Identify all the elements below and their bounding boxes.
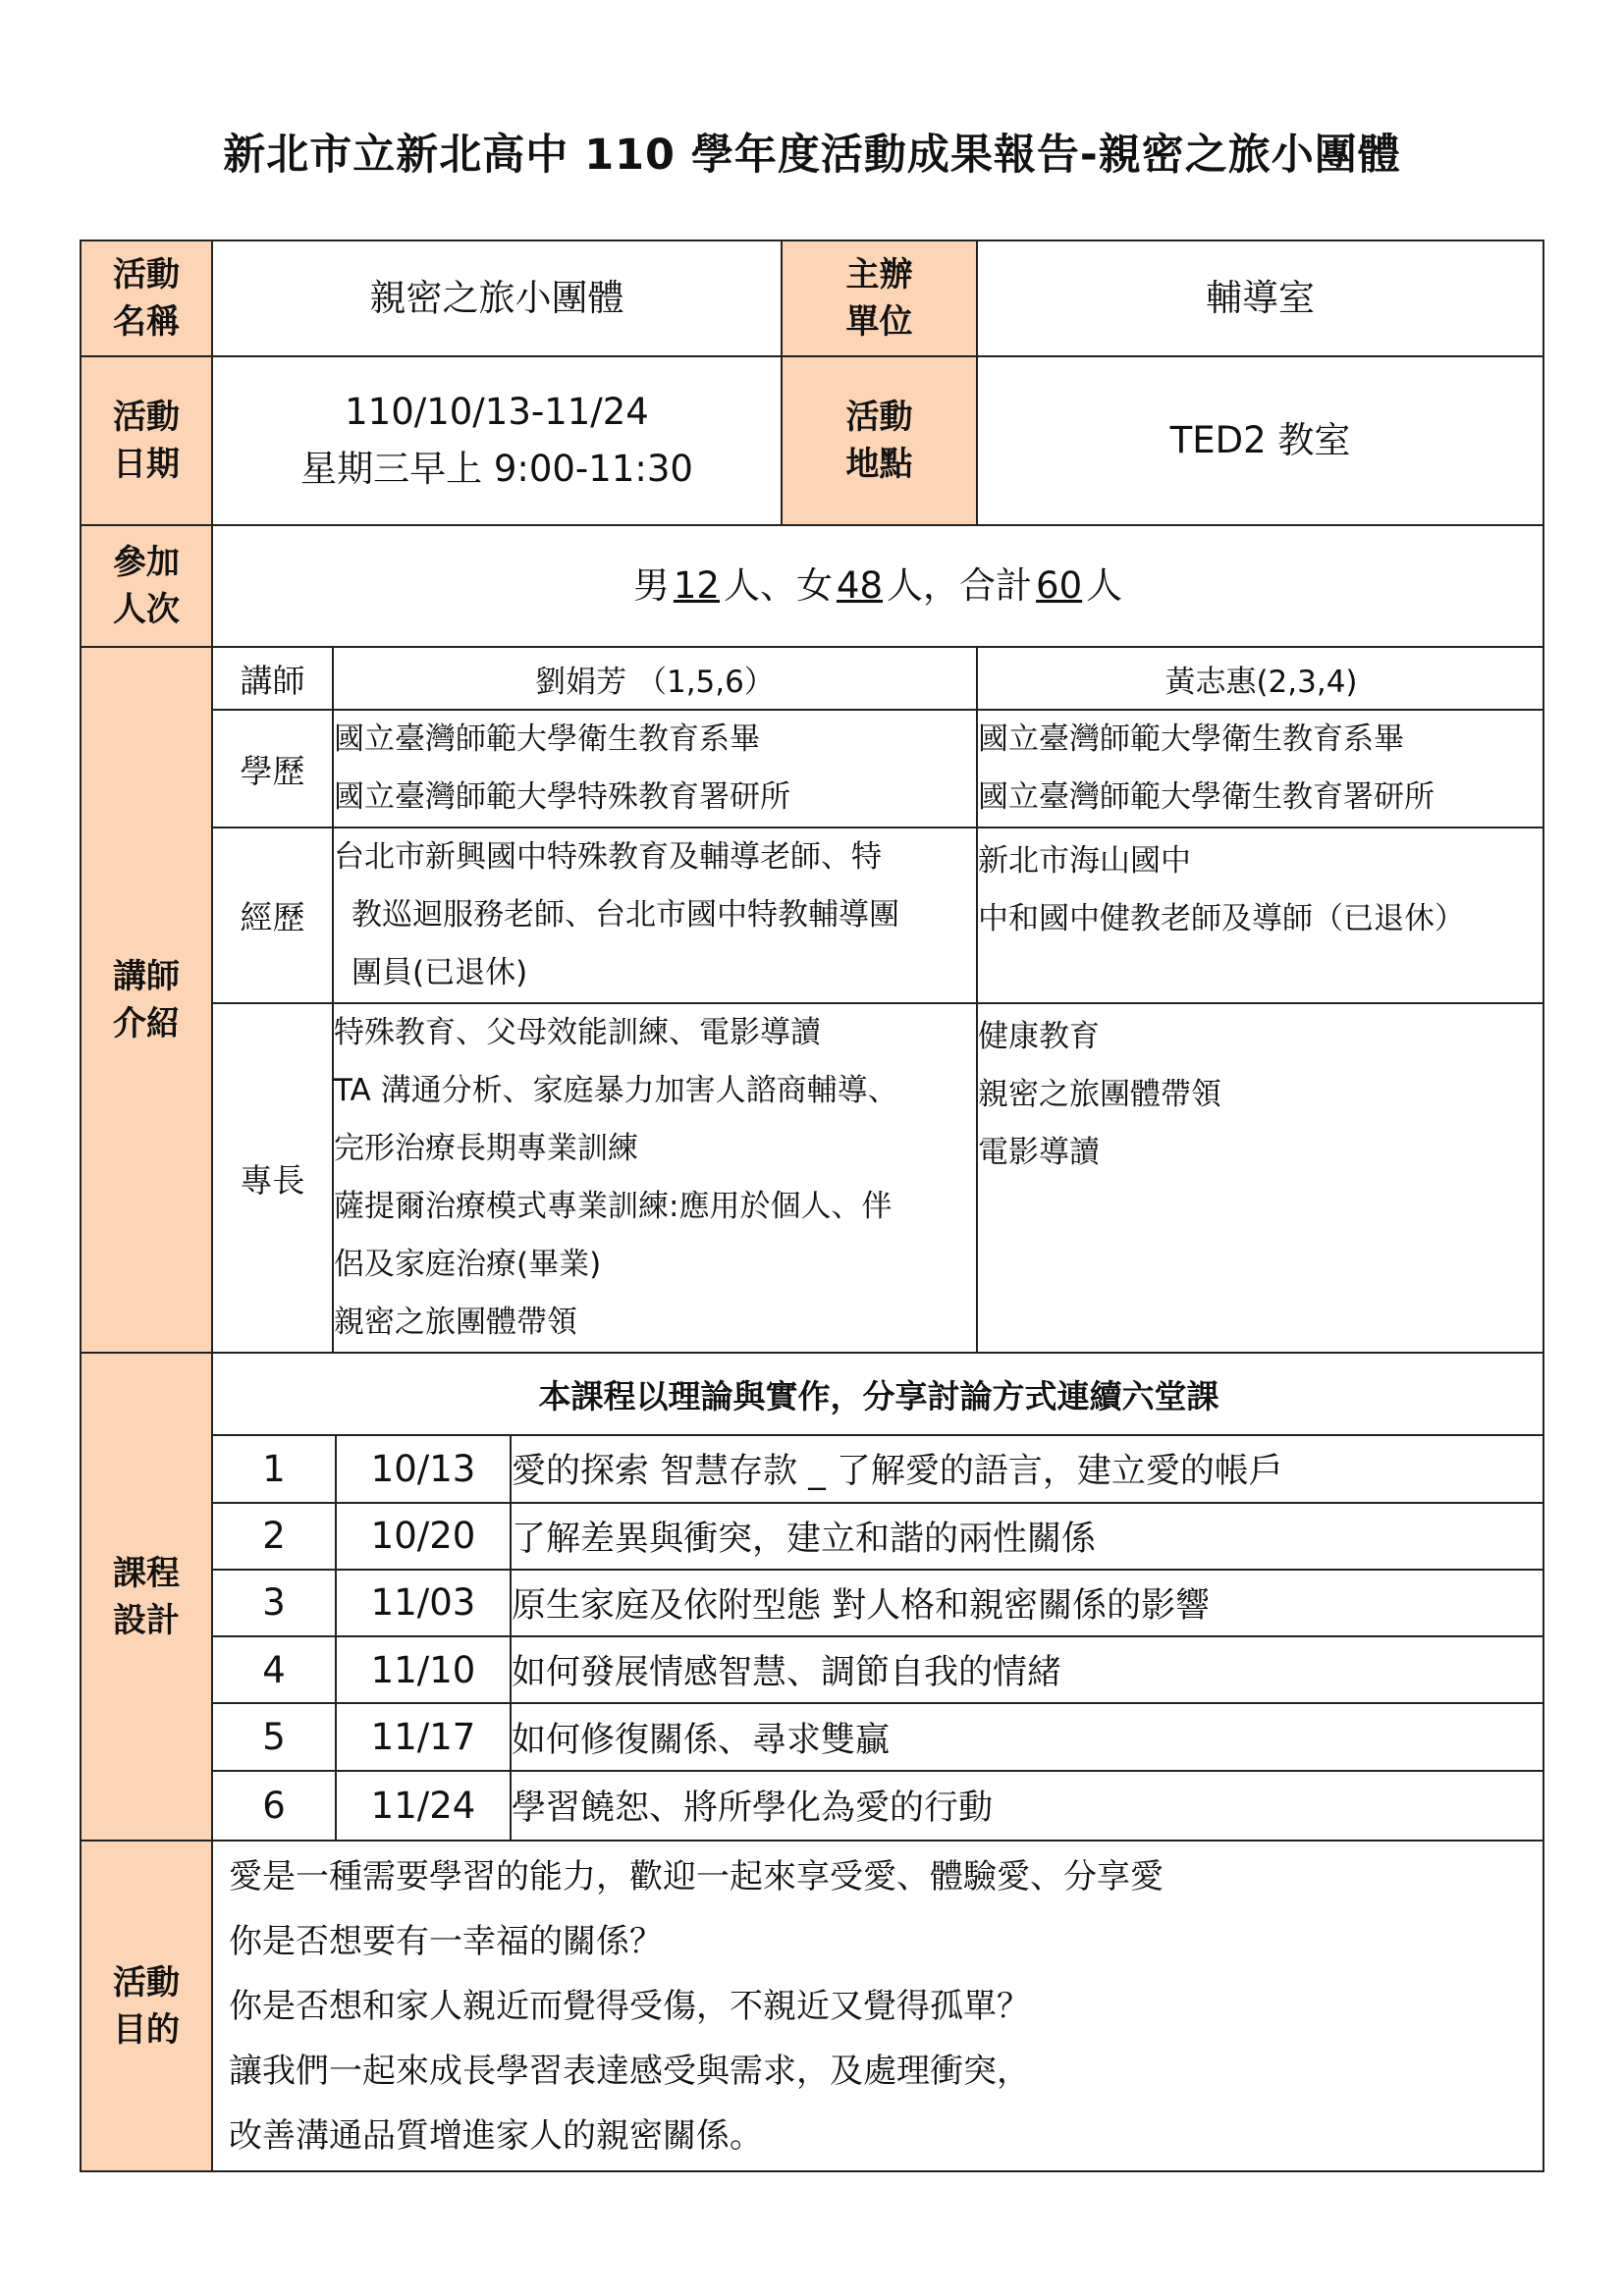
organizer-value: 輔導室 <box>977 240 1543 356</box>
row-attendance <box>81 525 1543 647</box>
label-text: 日期 <box>113 445 180 484</box>
purpose-line: 讓我們一起來成長學習表達感受與需求，及處理衝突， <box>229 2051 1030 2091</box>
date-range: 110/10/13-11/24 <box>345 391 649 433</box>
instructor-right-name: 黃志惠(2,3,4) <box>977 648 1544 710</box>
location-value: TED2 教室 <box>977 356 1543 525</box>
label-text: 名稱 <box>113 302 180 342</box>
instructor-right-experience <box>977 828 1544 1003</box>
session-number: 5 <box>213 1703 336 1770</box>
purpose-line: 改善溝通品質增進家人的親密關係。 <box>229 2115 763 2156</box>
course-session-row <box>213 1771 1544 1840</box>
activity-name-value: 親密之旅小團體 <box>212 240 782 356</box>
purpose-line: 你是否想要有一幸福的關係？ <box>229 1921 663 1961</box>
label-text: 活動 <box>113 1962 180 2002</box>
label-activity-name <box>81 240 212 356</box>
text-line: TA 溝通分析、家庭暴力加害人諮商輔導、 <box>334 1073 898 1108</box>
instructor-right-expertise <box>977 1003 1544 1352</box>
activity-date-value <box>212 356 782 525</box>
text-line: 親密之旅團體帶領 <box>978 1077 1221 1112</box>
row-activity-name <box>81 240 1543 356</box>
session-number: 6 <box>213 1771 336 1840</box>
label-text: 設計 <box>113 1600 180 1640</box>
text-line: 特殊教育、父母效能訓練、電影導讀 <box>334 1015 821 1050</box>
text-line: 新北市海山國中 <box>978 843 1191 879</box>
label-attendance <box>81 525 212 647</box>
instructor-left-expertise <box>333 1003 977 1352</box>
attendance-text: 人 <box>1086 564 1123 607</box>
label-text: 講師 <box>113 956 180 996</box>
instructor-left-name: 劉娟芳 （1,5,6） <box>333 648 977 710</box>
session-topic: 如何修復關係、尋求雙贏 <box>511 1703 1544 1770</box>
instructor-right-education <box>977 710 1544 828</box>
label-activity-date <box>81 356 212 525</box>
session-date: 11/10 <box>336 1636 511 1703</box>
session-date: 11/24 <box>336 1771 511 1840</box>
session-date: 10/20 <box>336 1503 511 1570</box>
course-session-row <box>213 1435 1544 1502</box>
session-number: 3 <box>213 1570 336 1636</box>
text-line: 電影導讀 <box>978 1135 1100 1170</box>
education-row <box>213 710 1544 828</box>
text-line: 健康教育 <box>978 1019 1100 1054</box>
session-topic: 如何發展情感智慧、調節自我的情緒 <box>511 1636 1544 1703</box>
instructor-left-education <box>333 710 977 828</box>
instructor-name-row <box>213 648 1544 710</box>
label-text: 課程 <box>113 1553 180 1593</box>
label-course-design <box>81 1353 212 1841</box>
purpose-line: 愛是一種需要學習的能力，歡迎一起來享受愛、體驗愛、分享愛 <box>229 1856 1164 1896</box>
text-line: 國立臺灣師範大學衛生教育系畢 <box>978 721 1404 757</box>
row-course-design <box>81 1353 1543 1841</box>
attendance-text: 人，合計 <box>887 564 1033 607</box>
text-line: 國立臺灣師範大學衛生教育署研所 <box>978 779 1435 815</box>
text-line: 侶及家庭治療(畢業) <box>334 1247 602 1282</box>
experience-row <box>213 828 1544 1003</box>
session-date: 10/13 <box>336 1435 511 1502</box>
course-heading-row <box>213 1354 1544 1435</box>
session-date: 11/17 <box>336 1703 511 1770</box>
label-text: 活動 <box>845 398 913 437</box>
label-organizer <box>782 240 977 356</box>
course-session-row <box>213 1570 1544 1636</box>
row-date-location <box>81 356 1543 525</box>
purpose-cell <box>212 1841 1543 2171</box>
session-topic: 原生家庭及依附型態 對人格和親密關係的影響 <box>511 1570 1544 1636</box>
report-table <box>80 240 1544 2172</box>
text-line: 團員(已退休) <box>352 955 528 990</box>
experience-label: 經歷 <box>213 828 333 1003</box>
session-number: 1 <box>213 1435 336 1502</box>
label-text: 主辦 <box>845 255 913 294</box>
female-count: 48 <box>836 564 884 607</box>
lecturer-label: 講師 <box>213 648 333 710</box>
session-number: 2 <box>213 1503 336 1570</box>
text-line: 國立臺灣師範大學特殊教育署研所 <box>334 779 790 815</box>
male-count: 12 <box>673 564 720 607</box>
instructor-left-experience <box>333 828 977 1003</box>
course-table <box>213 1354 1544 1840</box>
page-title: 新北市立新北高中 110 學年度活動成果報告-親密之旅小團體 <box>223 131 1401 180</box>
course-cell <box>212 1353 1543 1841</box>
text-line: 親密之旅團體帶領 <box>334 1305 577 1340</box>
label-purpose <box>81 1841 212 2171</box>
session-topic: 學習饒恕、將所學化為愛的行動 <box>511 1771 1544 1840</box>
course-session-row <box>213 1636 1544 1703</box>
text-line: 國立臺灣師範大學衛生教育系畢 <box>334 721 760 757</box>
label-text: 活動 <box>113 398 180 437</box>
label-instructors <box>81 647 212 1353</box>
session-number: 4 <box>213 1636 336 1703</box>
label-location <box>782 356 977 525</box>
label-text: 人次 <box>113 590 180 629</box>
course-session-row <box>213 1703 1544 1770</box>
purpose-line: 你是否想和家人親近而覺得受傷，不親近又覺得孤單？ <box>229 1986 1030 2026</box>
expertise-row <box>213 1003 1544 1352</box>
total-count: 60 <box>1036 564 1083 607</box>
course-session-row <box>213 1503 1544 1570</box>
label-text: 地點 <box>845 445 913 484</box>
expertise-label: 專長 <box>213 1003 333 1352</box>
row-purpose <box>81 1841 1543 2171</box>
text-line: 教巡迴服務老師、台北市國中特教輔導團 <box>352 897 899 933</box>
label-text: 目的 <box>113 2009 180 2050</box>
label-text: 參加 <box>113 543 180 582</box>
attendance-text: 人、女 <box>723 564 833 607</box>
row-instructors <box>81 647 1543 1353</box>
text-line: 完形治療長期專業訓練 <box>334 1131 638 1166</box>
label-text: 介紹 <box>113 1003 180 1043</box>
text-line: 中和國中健教老師及導師（已退休） <box>978 901 1465 936</box>
course-heading: 本課程以理論與實作，分享討論方式連續六堂課 <box>213 1354 1544 1435</box>
session-topic: 愛的探索 智慧存款 _ 了解愛的語言，建立愛的帳戶 <box>511 1435 1544 1502</box>
session-date: 11/03 <box>336 1570 511 1636</box>
text-line: 薩提爾治療模式專業訓練:應用於個人、伴 <box>334 1189 893 1224</box>
date-time: 星期三早上 9:00-11:30 <box>300 448 693 490</box>
session-topic: 了解差異與衝突，建立和諧的兩性關係 <box>511 1503 1544 1570</box>
label-text: 活動 <box>113 255 180 294</box>
attendance-text: 男 <box>632 564 670 607</box>
instructors-cell <box>212 647 1543 1353</box>
text-line: 台北市新興國中特殊教育及輔導老師、特 <box>334 839 882 875</box>
instructors-table <box>213 648 1544 1352</box>
label-text: 單位 <box>845 302 913 342</box>
education-label: 學歷 <box>213 710 333 828</box>
attendance-value <box>212 525 1543 647</box>
